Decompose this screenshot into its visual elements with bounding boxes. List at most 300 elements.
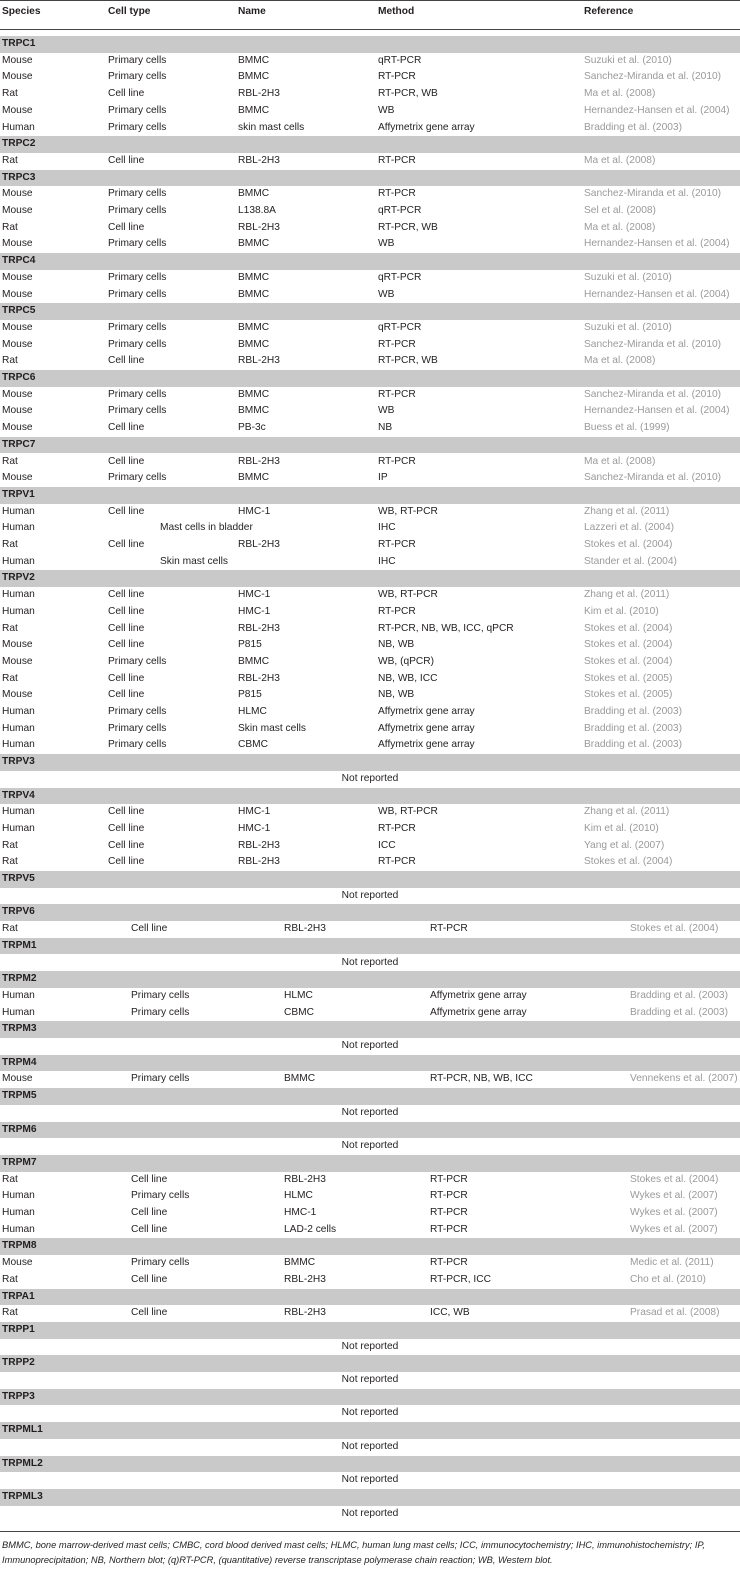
table-row [0,1005,740,1022]
table-row [0,1222,740,1239]
table-row [0,69,740,86]
channel-label: TRPC3 [2,171,36,183]
cell-celltype: Primary cells [108,655,167,667]
cell-reference: Medic et al. (2011) [630,1257,714,1269]
cell-name: L138.8A [238,205,276,216]
group-header-row [0,370,740,387]
cell-name: RBL-2H3 [238,622,280,634]
cell-method: NB, WB [378,689,415,701]
cell-celltype: Primary cells [108,71,167,83]
cell-species: Mouse [2,388,33,400]
group-header-row [0,36,740,53]
table-row [0,721,740,738]
cell-reference: Bradding et al. (2003) [630,1006,728,1018]
cell-name: BMMC [238,238,270,250]
cell-reference: Sel et al. (2008) [584,205,656,216]
cell-species: Mouse [2,71,33,83]
table-footnote: BMMC, bone marrow-derived mast cells; CMBC, cord blood derived mast cells; HLMC, human lung mast cells; ICC, immunocytochemistry; IHC, immunohistochemistry; IP, Immunoprecipitation; NB, Northern blot; (q)RT-PCR, (quantitative) reverse transcriptase polymerase chain reaction; WB, Western blot. [2,1540,705,1565]
cell-name: BMMC [238,288,270,300]
channel-label: TRPV3 [2,756,35,768]
cell-celltype: Primary cells [108,722,167,734]
cell-reference: Suzuki et al. (2010) [584,321,672,333]
group-header-row [0,1322,740,1339]
table-row [0,420,740,437]
cell-celltype: Cell line [108,221,145,233]
cell-celltype: Primary cells [131,989,190,1001]
cell-species: Human [2,1207,35,1218]
not-reported-row [0,1439,740,1456]
not-reported-row [0,771,740,788]
channel-label: TRPV6 [2,906,35,918]
cell-celltype: Cell line [131,1273,168,1285]
cell-celltype: Primary cells [108,288,167,300]
cell-reference: Cho et al. (2010) [630,1273,706,1285]
cell-name: HLMC [284,989,313,1001]
cell-method: NB [378,422,393,434]
channel-label: TRPP3 [2,1390,35,1402]
table-row [0,470,740,487]
cell-method: Affymetrix gene array [378,121,475,133]
cell-celltype: Cell line [108,355,145,367]
channel-label: TRPM6 [2,1123,37,1135]
cell-celltype: Primary cells [108,405,167,417]
group-header-row [0,1456,740,1473]
cell-celltype: Primary cells [108,121,167,133]
channel-label: TRPC5 [2,305,36,317]
channel-label: TRPM3 [2,1023,37,1035]
cell-name: RBL-2H3 [238,355,280,367]
cell-celltype: Primary cells [108,205,167,216]
table-row [0,1255,740,1272]
cell-name: BMMC [238,71,270,83]
cell-celltype: Primary cells [131,1257,190,1269]
cell-reference: Hernandez-Hansen et al. (2004) [584,405,730,417]
not-reported-text: Not reported [341,1507,399,1519]
channel-label: TRPM5 [2,1090,37,1102]
cell-name: RBL-2H3 [238,856,280,868]
table-row [0,704,740,721]
cell-reference: Suzuki et al. (2010) [584,271,672,283]
cell-method: RT-PCR, WB [378,221,438,233]
cell-name: RBL-2H3 [238,154,280,166]
table-row [0,504,740,521]
cell-method: qRT-PCR [378,205,422,216]
cell-method: WB, RT-PCR [378,806,438,818]
group-header-row [0,437,740,454]
cell-species: Human [2,722,35,734]
cell-reference: Kim et al. (2010) [584,822,659,834]
bottom-rule [0,1531,740,1532]
cell-species: Mouse [2,689,33,701]
cell-celltype: Cell line [108,605,145,617]
cell-reference: Wykes et al. (2007) [630,1223,718,1235]
not-reported-row [0,1038,740,1055]
table-row [0,220,740,237]
cell-celltype: Cell line [108,505,145,517]
table-row [0,53,740,70]
cell-celltype: Primary cells [108,739,167,751]
table-row [0,537,740,554]
cell-reference: Bradding et al. (2003) [584,722,682,734]
cell-celltype: Cell line [131,1307,168,1319]
cell-method: RT-PCR, NB, WB, ICC [430,1073,533,1085]
cell-reference: Hernandez-Hansen et al. (2004) [584,288,730,300]
cell-celltype: Cell line [108,422,145,434]
group-header-row [0,253,740,270]
cell-reference: Suzuki et al. (2010) [584,54,672,66]
cell-method: RT-PCR [378,539,416,550]
cell-celltype: Cell line [131,923,168,935]
not-reported-text: Not reported [341,1440,399,1452]
cell-celltype: Cell line [108,88,145,100]
cell-celltype: Cell line [108,822,145,834]
cell-celltype: Cell line [108,856,145,868]
cell-celltype: Cell line [108,539,145,550]
cell-name: P815 [238,689,262,701]
not-reported-row [0,1138,740,1155]
group-header-row [0,1289,740,1306]
cell-method: WB, RT-PCR [378,589,438,601]
table-row [0,337,740,354]
not-reported-row [0,1405,740,1422]
cell-species: Mouse [2,639,33,651]
group-header-row [0,570,740,587]
table-row [0,1305,740,1322]
table-row [0,654,740,671]
cell-reference: Zhang et al. (2011) [584,505,670,517]
channel-label: TRPP1 [2,1323,35,1335]
table-row [0,86,740,103]
cell-method: IHC [378,555,396,567]
table-row [0,403,740,420]
cell-name: RBL-2H3 [238,539,280,550]
cell-species: Rat [2,88,18,100]
channel-label: TRPM2 [2,973,37,985]
cell-name: CBMC [284,1006,314,1018]
cell-celltype: Primary cells [108,104,167,116]
table-row [0,120,740,137]
cell-name: BMMC [238,54,270,66]
cell-method: RT-PCR [378,71,416,83]
cell-method: RT-PCR, NB, WB, ICC, qPCR [378,622,514,634]
table-row [0,520,740,537]
cell-method: WB [378,288,395,300]
group-header-row [0,487,740,504]
table-row [0,637,740,654]
col-species-header: Species [2,6,41,17]
table-row [0,103,740,120]
cell-name: HMC-1 [238,806,271,818]
group-header-row [0,788,740,805]
cell-celltype: Primary cells [108,472,167,484]
not-reported-row [0,1472,740,1489]
cell-species: Mouse [2,655,33,667]
cell-name: Skin mast cells [238,722,306,734]
cell-species: Rat [2,923,18,935]
cell-species: Rat [2,539,18,550]
cell-celltype: Primary cells [108,188,167,200]
cell-method: qRT-PCR [378,321,422,333]
table-row [0,353,740,370]
cell-reference: Stokes et al. (2005) [584,672,673,684]
cell-method: WB [378,104,395,116]
cell-method: RT-PCR [378,822,416,834]
channel-label: TRPV4 [2,789,35,801]
table-row [0,186,740,203]
cell-name: RBL-2H3 [284,1273,326,1285]
cell-celltype: Primary cells [108,238,167,250]
cell-reference: Lazzeri et al. (2004) [584,522,675,534]
table-row [0,821,740,838]
cell-method: RT-PCR [430,1190,468,1202]
cell-method: qRT-PCR [378,54,422,66]
group-header-row [0,1422,740,1439]
cell-celltype: Primary cells [108,706,167,717]
cell-reference: Stokes et al. (2005) [584,689,673,701]
cell-reference: Kim et al. (2010) [584,605,659,617]
cell-method: WB, (qPCR) [378,655,435,667]
table-row [0,1188,740,1205]
cell-method: WB [378,405,395,417]
cell-celltype: Primary cells [108,388,167,400]
cell-name: BMMC [238,338,270,350]
cell-reference: Sanchez-Miranda et al. (2010) [584,188,722,200]
cell-reference: Stokes et al. (2004) [584,639,673,651]
channel-label: TRPML1 [2,1424,43,1436]
channel-label: TRPML2 [2,1457,43,1469]
cell-species: Mouse [2,104,33,116]
group-header-row [0,303,740,320]
cell-reference: Stokes et al. (2004) [584,622,673,634]
group-header-row [0,1088,740,1105]
channel-label: TRPM7 [2,1156,37,1168]
channel-label: TRPC1 [2,38,36,49]
cell-celltype: Primary cells [108,338,167,350]
group-header-row [0,971,740,988]
cell-species: Rat [2,1273,18,1285]
cell-method: WB [378,238,395,250]
cell-species: Human [2,1190,35,1202]
cell-method: RT-PCR [378,154,416,166]
cell-method: RT-PCR [430,923,468,935]
cell-species: Mouse [2,1073,33,1085]
cell-name: BMMC [284,1073,316,1085]
cell-reference: Bradding et al. (2003) [584,706,682,717]
cell-species: Mouse [2,205,33,216]
channel-label: TRPM1 [2,939,37,951]
table-row [0,988,740,1005]
cell-name: BMMC [238,388,270,400]
cell-name: RBL-2H3 [238,839,280,851]
not-reported-text: Not reported [341,1340,399,1352]
channel-label: TRPV2 [2,572,35,584]
cell-merged-celltype-name: Skin mast cells [160,555,228,567]
cell-reference: Zhang et al. (2011) [584,806,670,818]
cell-name: RBL-2H3 [238,672,280,684]
cell-name: BMMC [238,472,270,484]
cell-method: RT-PCR [378,388,416,400]
cell-celltype: Cell line [108,639,145,651]
not-reported-text: Not reported [341,1374,399,1385]
cell-species: Human [2,605,35,617]
cell-name: BMMC [238,188,270,200]
cell-method: RT-PCR [378,605,416,617]
cell-celltype: Cell line [108,672,145,684]
cell-method: Affymetrix gene array [430,1006,527,1018]
table-row [0,1071,740,1088]
group-header-row [0,1155,740,1172]
cell-celltype: Cell line [108,839,145,851]
cell-species: Rat [2,1173,18,1185]
group-header-row [0,1122,740,1139]
channel-label: TRPC7 [2,438,36,450]
cell-name: BMMC [238,271,270,283]
cell-species: Rat [2,622,18,634]
cell-method: WB, RT-PCR [378,505,438,517]
cell-species: Human [2,522,35,534]
cell-name: HLMC [238,706,267,717]
col-celltype-header: Cell type [108,6,151,17]
cell-celltype: Cell line [131,1173,168,1185]
not-reported-text: Not reported [341,1140,399,1152]
cell-species: Human [2,989,35,1001]
col-reference-header: Reference [584,6,634,17]
cell-celltype: Cell line [108,455,145,467]
cell-species: Rat [2,856,18,868]
not-reported-text: Not reported [341,889,399,901]
cell-reference: Zhang et al. (2011) [584,589,670,601]
not-reported-row [0,1339,740,1356]
cell-species: Human [2,505,35,517]
cell-reference: Ma et al. (2008) [584,221,656,233]
cell-celltype: Primary cells [131,1006,190,1018]
cell-species: Rat [2,1307,18,1319]
not-reported-row [0,1506,740,1523]
cell-species: Human [2,806,35,818]
group-header-row [0,1489,740,1506]
not-reported-row [0,1105,740,1122]
table-header [0,0,740,30]
channel-label: TRPA1 [2,1290,35,1302]
cell-reference: Hernandez-Hansen et al. (2004) [584,104,730,116]
cell-celltype: Cell line [108,154,145,166]
cell-species: Rat [2,154,18,166]
cell-celltype: Cell line [108,589,145,601]
channel-label: TRPP2 [2,1357,35,1369]
cell-reference: Bradding et al. (2003) [584,739,682,751]
cell-reference: Stander et al. (2004) [584,555,677,567]
col-method-header: Method [378,6,415,17]
cell-celltype: Primary cells [108,321,167,333]
cell-name: RBL-2H3 [238,88,280,100]
table-row [0,671,740,688]
cell-celltype: Primary cells [108,271,167,283]
group-header-row [0,1355,740,1372]
cell-species: Human [2,121,35,133]
cell-species: Mouse [2,338,33,350]
not-reported-text: Not reported [341,1407,399,1419]
cell-name: HMC-1 [238,822,271,834]
cell-reference: Prasad et al. (2008) [630,1307,720,1319]
cell-method: RT-PCR [378,188,416,200]
cell-reference: Yang et al. (2007) [584,839,665,851]
not-reported-text: Not reported [341,1040,399,1051]
cell-reference: Wykes et al. (2007) [630,1207,718,1218]
cell-name: BMMC [238,104,270,116]
not-reported-row [0,888,740,905]
cell-species: Mouse [2,405,33,417]
cell-reference: Sanchez-Miranda et al. (2010) [584,338,722,350]
not-reported-text: Not reported [341,772,399,784]
cell-method: RT-PCR [430,1207,468,1218]
cell-celltype: Primary cells [108,54,167,66]
table-row [0,1205,740,1222]
group-header-row [0,1389,740,1406]
cell-name: BMMC [238,321,270,333]
cell-name: HMC-1 [238,605,271,617]
channel-label: TRPM8 [2,1240,37,1252]
cell-species: Human [2,555,35,567]
cell-species: Mouse [2,54,33,66]
cell-name: CBMC [238,739,268,751]
group-header-row [0,1021,740,1038]
cell-reference: Bradding et al. (2003) [584,121,682,133]
cell-celltype: Primary cells [131,1073,190,1085]
cell-name: HLMC [284,1190,313,1202]
cell-reference: Sanchez-Miranda et al. (2010) [584,388,722,400]
cell-method: RT-PCR [430,1173,468,1185]
group-header-row [0,1238,740,1255]
cell-name: P815 [238,639,262,651]
header-rule [0,29,740,30]
cell-method: RT-PCR [378,338,416,350]
table-row [0,804,740,821]
cell-method: NB, WB [378,639,415,651]
cell-name: PB-3c [238,422,266,434]
channel-label: TRPML3 [2,1490,43,1502]
table-row [0,737,740,754]
cell-reference: Stokes et al. (2004) [630,923,719,935]
table-row [0,236,740,253]
group-header-row [0,1055,740,1072]
table-row [0,687,740,704]
cell-reference: Ma et al. (2008) [584,154,656,166]
cell-name: HMC-1 [284,1207,317,1218]
cell-reference: Sanchez-Miranda et al. (2010) [584,71,722,83]
table-row [0,270,740,287]
cell-name: HMC-1 [238,589,271,601]
table-row [0,153,740,170]
table-row [0,621,740,638]
cell-method: RT-PCR [378,455,416,467]
table-row [0,587,740,604]
cell-reference: Buess et al. (1999) [584,422,670,434]
cell-species: Mouse [2,188,33,200]
cell-method: Affymetrix gene array [430,989,527,1001]
cell-name: RBL-2H3 [284,923,326,935]
table-row [0,554,740,571]
cell-species: Mouse [2,472,33,484]
channel-label: TRPV1 [2,488,35,500]
cell-celltype: Cell line [131,1207,168,1218]
cell-reference: Stokes et al. (2004) [584,856,673,868]
cell-reference: Ma et al. (2008) [584,355,656,367]
cell-reference: Hernandez-Hansen et al. (2004) [584,238,730,250]
cell-name: skin mast cells [238,121,305,133]
cell-merged-celltype-name: Mast cells in bladder [160,522,253,534]
cell-celltype: Cell line [108,689,145,701]
cell-reference: Ma et al. (2008) [584,455,656,467]
